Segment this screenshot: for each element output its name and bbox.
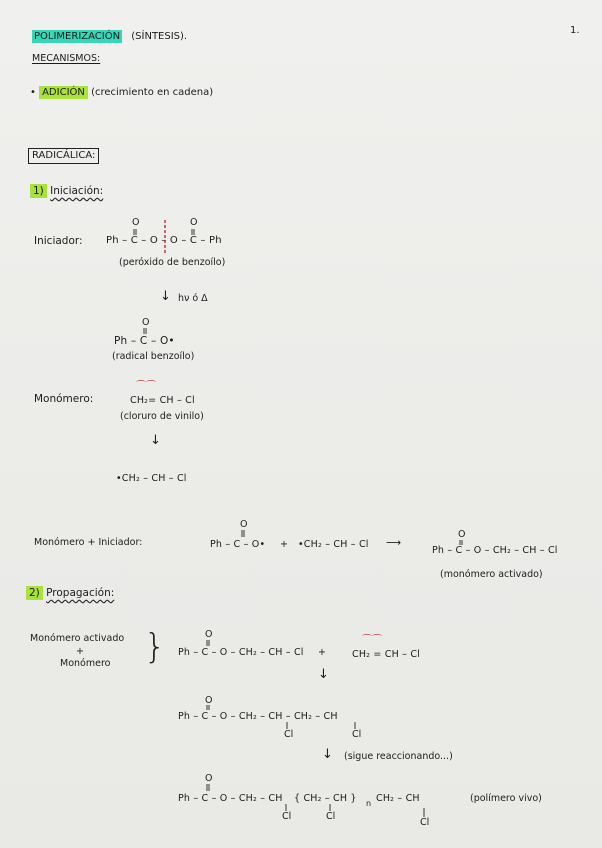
prop-left-label-plus: + [76,646,84,657]
eq3-bracket: { CH₂ – CH } [294,793,357,804]
eq3-cl-2: Cl [326,811,336,822]
eq2-formula: Ph – C – O – CH₂ – CH – CH₂ – CH [178,711,338,722]
combo-plus: + [280,539,288,550]
prop-brace: } [144,627,166,667]
eq3-name: (polímero vivo) [470,793,542,804]
eq2-cl-2: Cl [352,729,362,740]
eq3-start: Ph – C – O – CH₂ – CH [178,793,283,804]
peroxide-oxygen-left: O [132,217,140,228]
radical-oxygen: O [142,317,150,328]
combo-left: Ph – C – O• [210,539,266,550]
combo-oxygen: O [240,519,248,530]
red-electron-arrows-2: ⌒⌒ [362,635,382,646]
propagacion-label: Propagación: [46,587,115,599]
eq1-left: Ph – C – O – CH₂ – CH – Cl [178,647,304,658]
eq2-oxygen: O [205,695,213,706]
combo-product: Ph – C – O – CH₂ – CH – Cl [432,545,558,556]
radical-formula: Ph – C – O• [114,335,175,347]
adicion-text: (crecimiento en cadena) [91,87,214,98]
combo-label: Monómero + Iniciador: [34,537,143,548]
eq3-cl-1: Cl [282,811,292,822]
down-arrow-1: ↓ [160,289,171,304]
continue-text: (sigue reaccionando...) [344,751,453,762]
red-electron-arrows-1: ⌒⌒ [136,381,156,392]
radical-name: (radical benzoílo) [112,351,195,362]
down-arrow-4: ↓ [322,747,333,762]
page-title-suffix: (SÍNTESIS). [131,31,188,42]
peroxide-oxygen-right: O [190,217,198,228]
adicion-label: ADICIÓN [39,86,88,99]
propagacion-number: 2) [26,586,43,600]
prop-left-label-1: Monómero activado [30,633,125,644]
eq3-n: n [366,799,372,808]
eq1-oxygen: O [205,629,213,640]
bullet: • [30,87,36,98]
combo-arrow: ⟶ [386,537,402,549]
down-arrow-3: ↓ [318,667,329,682]
page-title: POLIMERIZACIÓN [34,31,121,42]
conditions-text: hν ó Δ [178,293,208,304]
iniciacion-number: 1) [30,184,47,198]
eq1-right: CH₂ = CH – Cl [352,649,421,660]
iniciador-label: Iniciador: [34,235,83,247]
combo-product-oxygen: O [458,529,466,540]
page-number: 1. [570,25,580,36]
mecanismos-heading: MECANISMOS: [32,53,101,64]
eq2-cl-1: Cl [284,729,294,740]
eq1-plus: + [318,647,326,658]
eq3-oxygen: O [205,773,213,784]
eq3-end: CH₂ – CH [376,793,420,804]
down-arrow-2: ↓ [150,433,161,448]
iniciacion-label: Iniciación: [50,185,104,197]
monomero-label: Monómero: [34,393,94,405]
monomer-radical: •CH₂ – CH – Cl [116,473,187,484]
monomer-formula: CH₂= CH – Cl [130,395,195,406]
monomer-name: (cloruro de vinilo) [120,411,204,422]
combo-product-name: (monómero activado) [440,569,543,580]
eq3-cl-3: Cl [420,817,430,828]
radicalica-box: RADICÁLICA: [28,148,99,164]
prop-left-label-2: Monómero [60,658,111,669]
peroxide-name: (peróxido de benzoílo) [119,257,226,268]
peroxide-formula: Ph – C – O – O – C – Ph [106,235,222,246]
combo-right: •CH₂ – CH – Cl [298,539,369,550]
